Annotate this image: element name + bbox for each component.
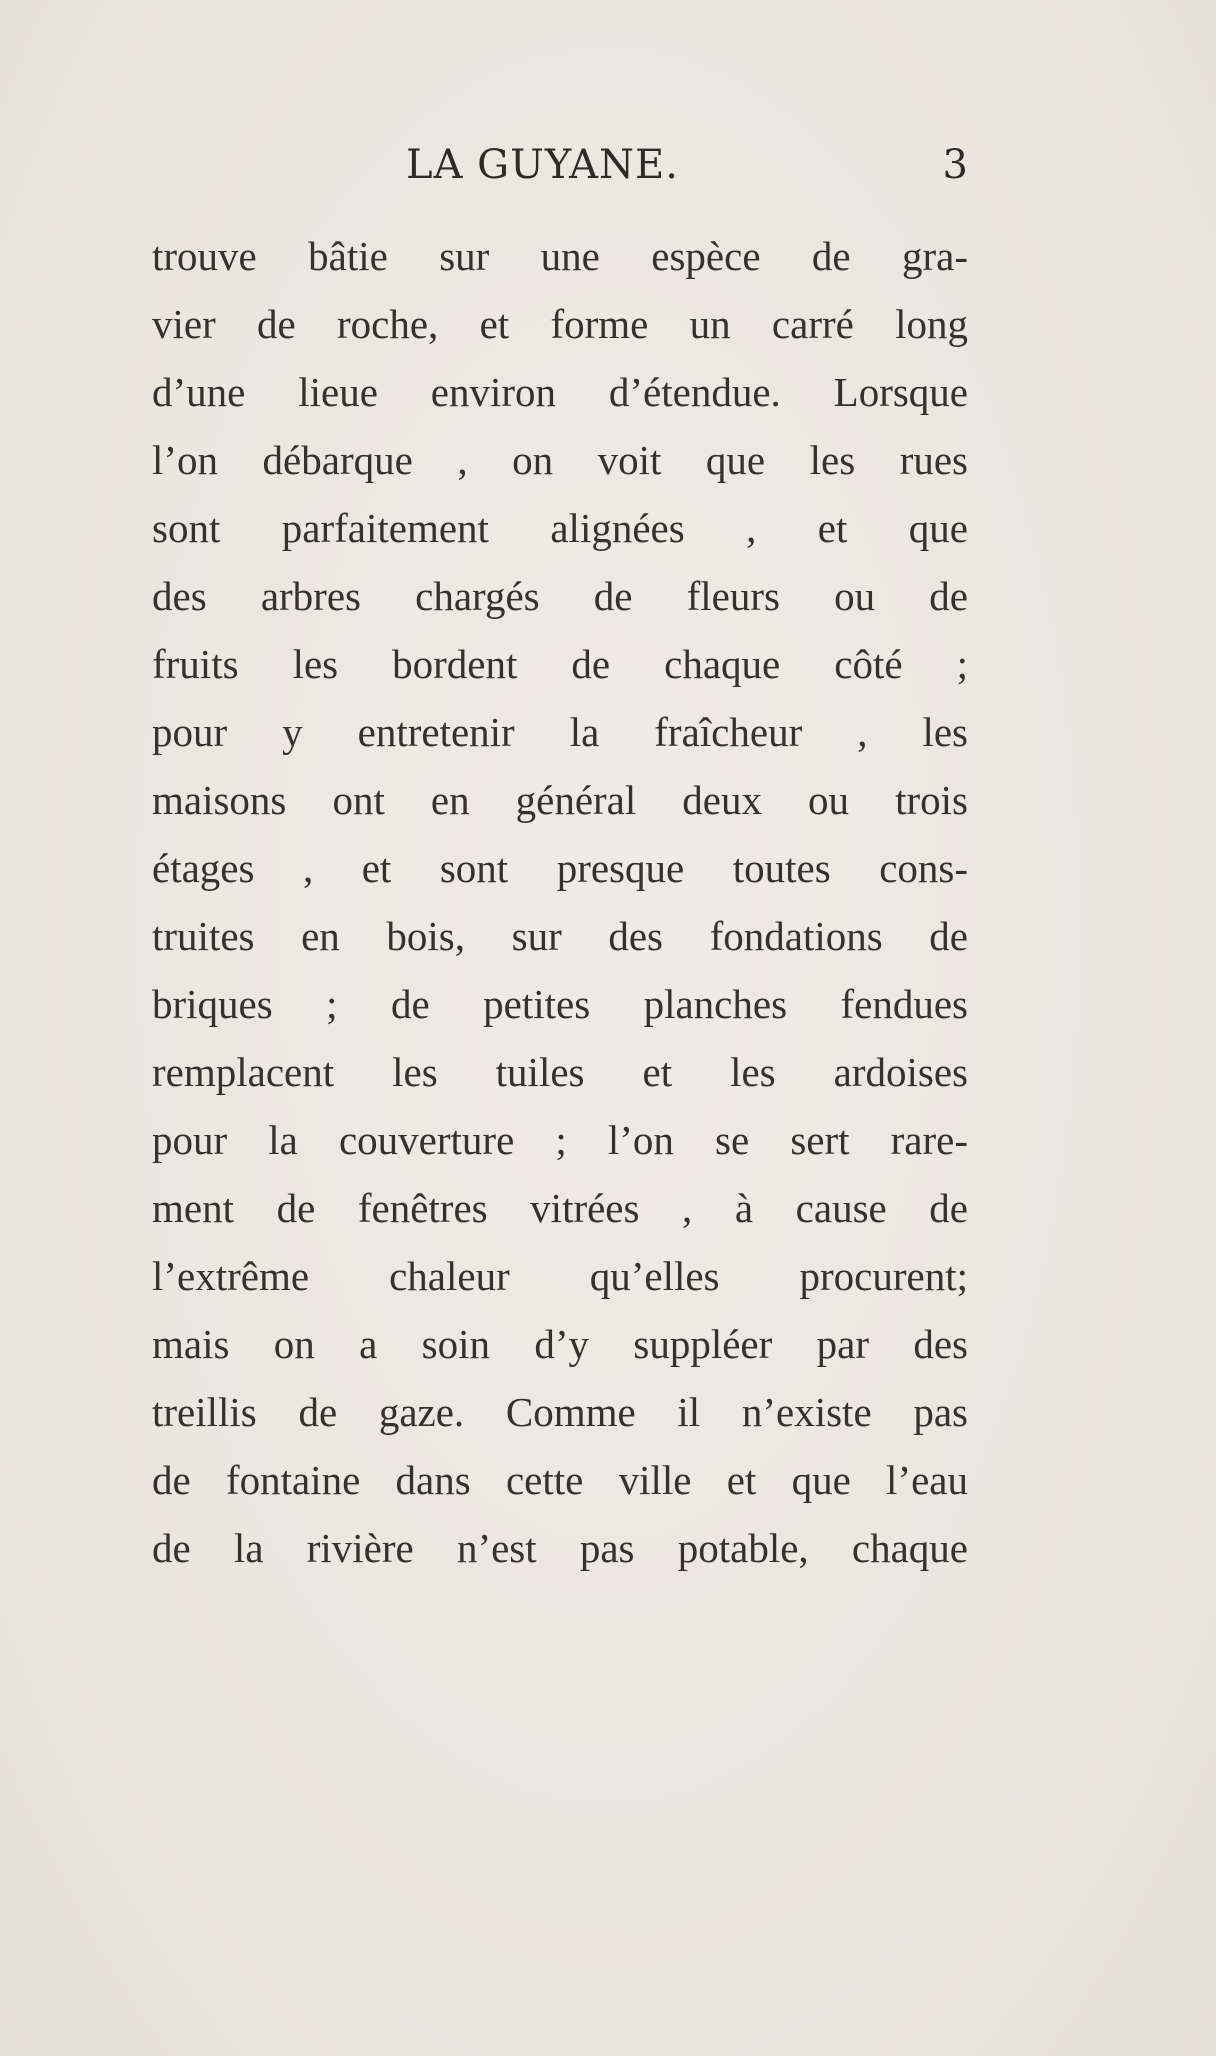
text-line: trouve bâtie sur une espèce de gra-	[152, 233, 968, 279]
text-line: de fontaine dans cette ville et que l’eau	[152, 1457, 968, 1503]
text-line: l’extrême chaleur qu’elles procurent;	[152, 1253, 968, 1299]
text-line: sont parfaitement alignées , et que	[152, 505, 968, 551]
text-line: maisons ont en général deux ou trois	[152, 777, 968, 823]
page-number: 3	[942, 142, 968, 188]
text-line: l’on débarque , on voit que les rues	[152, 437, 968, 483]
text-line: pour la couverture ; l’on se sert rare-	[152, 1117, 968, 1163]
text-line: ment de fenêtres vitrées , à cause de	[152, 1185, 968, 1231]
text-line: truites en bois, sur des fondations de	[152, 913, 968, 959]
running-head	[152, 142, 968, 198]
text-line: pour y entretenir la fraîcheur , les	[152, 709, 968, 755]
text-line: remplacent les tuiles et les ardoises	[152, 1049, 968, 1095]
running-title: LA GUYANE.	[406, 142, 679, 188]
text-line: vier de roche, et forme un carré long	[152, 301, 968, 347]
text-line: de la rivière n’est pas potable, chaque	[152, 1525, 968, 1571]
text-line: mais on a soin d’y suppléer par des	[152, 1321, 968, 1367]
text-line: d’une lieue environ d’étendue. Lorsque	[152, 369, 968, 415]
text-line: des arbres chargés de fleurs ou de	[152, 573, 968, 619]
text-line: treillis de gaze. Comme il n’existe pas	[152, 1389, 968, 1435]
text-line: étages , et sont presque toutes cons-	[152, 845, 968, 891]
text-line: briques ; de petites planches fendues	[152, 981, 968, 1027]
body-text	[152, 222, 968, 1582]
text-line: fruits les bordent de chaque côté ;	[152, 641, 968, 687]
